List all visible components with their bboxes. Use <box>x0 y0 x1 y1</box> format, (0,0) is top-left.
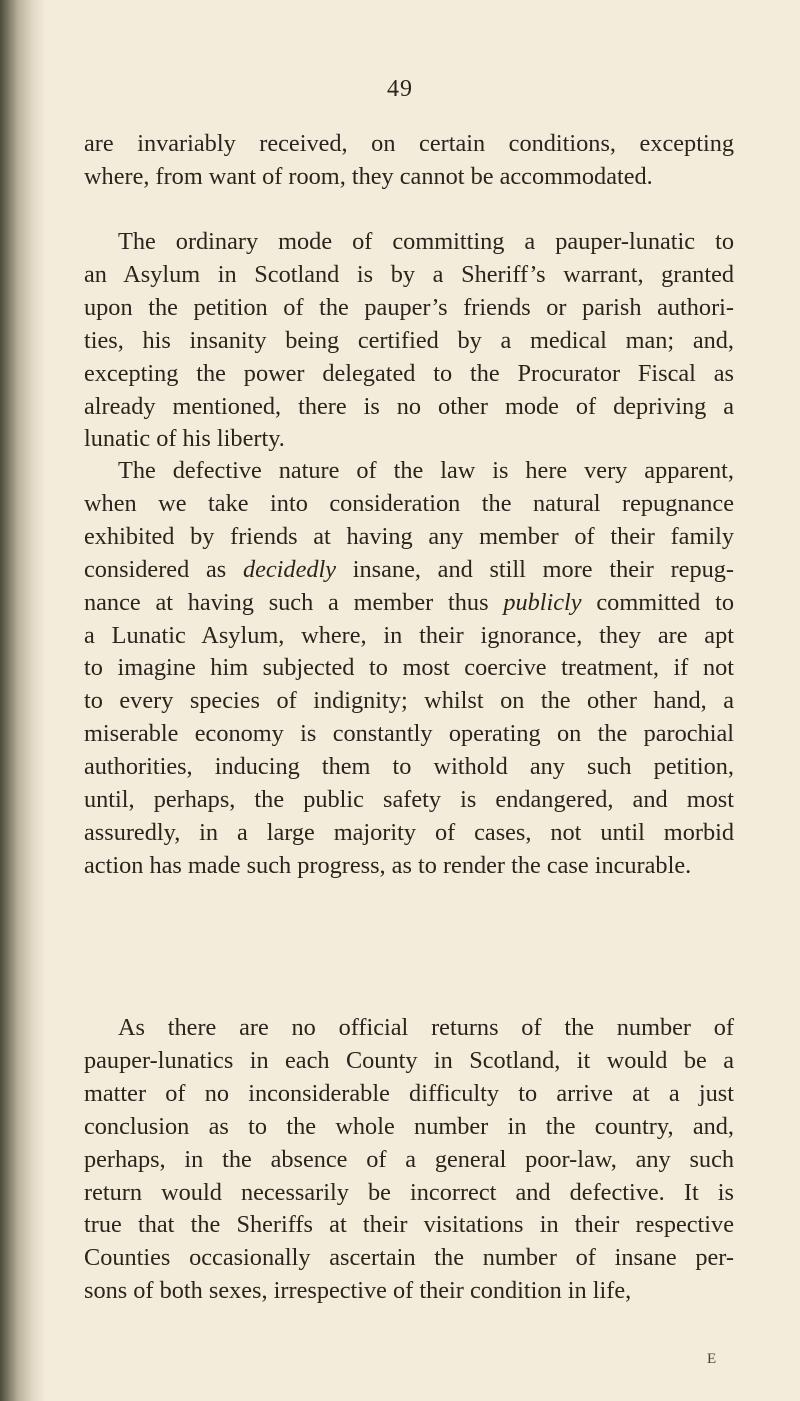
text-segment: considered as <box>84 555 227 583</box>
text-line: sons of both sexes, irrespective of their condition in life, <box>84 1277 632 1305</box>
text-line: The defective nature of the law is here very apparent, <box>118 457 734 484</box>
text-line: when we take into consideration the natural repugnance <box>84 489 734 517</box>
paragraph-2 <box>84 226 734 456</box>
text-segment: committed to <box>596 588 735 616</box>
text-line: an Asylum in Scotland is by a Sheriff’s warrant, granted <box>84 260 734 288</box>
paragraph-3 <box>84 455 734 883</box>
signature-mark: E <box>707 1351 717 1367</box>
page-gutter-shadow <box>0 0 46 1401</box>
text-line: excepting the power delegated to the Procurator Fiscal as <box>84 359 734 387</box>
text-line: exhibited by friends at having any member of their family <box>84 522 734 550</box>
italic-word: publicly <box>503 588 582 616</box>
text-line: to imagine him subjected to most coercive treatment, if not <box>84 654 734 682</box>
text-segment: insane, and still more their repug- <box>352 555 734 583</box>
paragraph-4 <box>84 1012 734 1308</box>
text-line: to every species of indignity; whilst on the other hand, a <box>84 687 734 715</box>
text-segment: nance at having such a member thus <box>84 588 489 616</box>
text-line: a Lunatic Asylum, where, in their ignorance, they are apt <box>84 621 734 649</box>
text-line: The ordinary mode of committing a pauper-lunatic to <box>118 228 734 255</box>
text-line: conclusion as to the whole number in the country, and, <box>84 1112 734 1140</box>
text-line: Counties occasionally ascertain the number of insane per- <box>84 1244 734 1272</box>
text-line: ties, his insanity being certified by a medical man; and, <box>84 326 734 354</box>
text-line: already mentioned, there is no other mode of depriving a <box>84 392 734 420</box>
italic-word: decidedly <box>242 555 337 583</box>
text-line: pauper-lunatics in each County in Scotland, it would be a <box>84 1046 734 1074</box>
page-number: 49 <box>387 76 413 102</box>
text-line: where, from want of room, they cannot be accommodated. <box>84 162 653 190</box>
text-line: action has made such progress, as to render the case incurable. <box>84 851 692 879</box>
text-line: assuredly, in a large majority of cases, not until morbid <box>84 818 734 846</box>
text-line: perhaps, in the absence of a general poor-law, any such <box>84 1145 734 1173</box>
text-line: authorities, inducing them to withold any such petition, <box>84 753 734 781</box>
text-line-with-italic <box>84 554 734 587</box>
text-line: miserable economy is constantly operating on the parochial <box>84 720 734 748</box>
text-line: lunatic of his liberty. <box>84 425 285 453</box>
text-line-with-italic <box>84 587 734 620</box>
paragraph-1 <box>84 128 734 194</box>
text-line: matter of no inconsiderable difficulty to arrive at a just <box>84 1079 734 1107</box>
text-line: are invariably received, on certain conditions, excepting <box>84 130 734 157</box>
text-line: return would necessarily be incorrect and defective. It is <box>84 1178 734 1206</box>
text-line: upon the petition of the pauper’s friends or parish authori- <box>84 293 734 321</box>
text-line: true that the Sheriffs at their visitations in their respective <box>84 1211 734 1239</box>
text-line: As there are no official returns of the number of <box>118 1014 734 1041</box>
text-line: until, perhaps, the public safety is endangered, and most <box>84 786 734 814</box>
